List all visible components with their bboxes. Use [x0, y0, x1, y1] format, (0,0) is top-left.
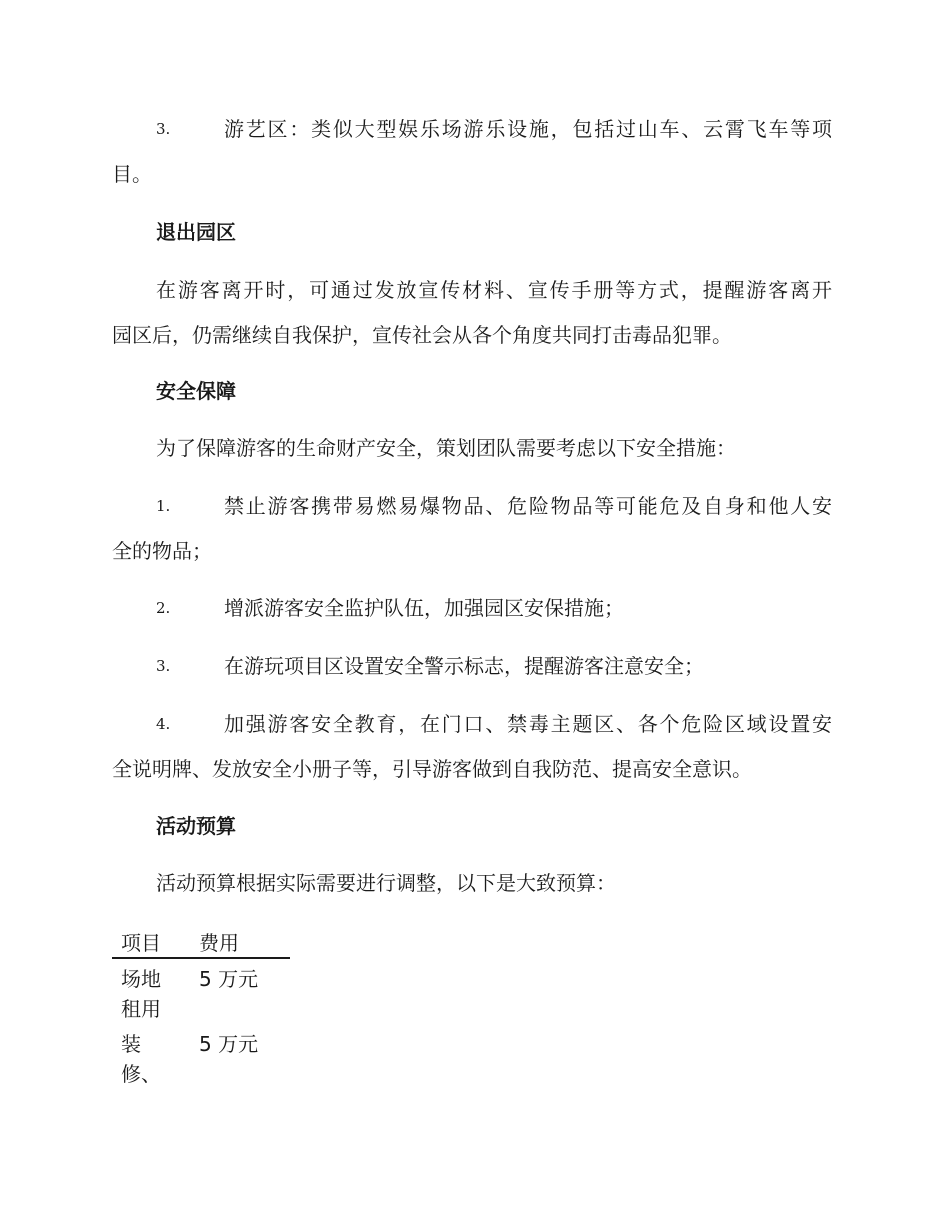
table-cell-item-continued: 租用	[121, 997, 161, 1021]
section-heading-exit: 退出园区	[156, 220, 236, 244]
list-item-text: 游艺区：类似大型娱乐场游乐设施，包括过山车、云霄飞车等项	[224, 117, 832, 141]
list-item-text: 增派游客安全监护队伍，加强园区安保措施；	[224, 596, 624, 620]
list-number: 3.	[156, 657, 171, 675]
table-cell-cost: 5 万元	[199, 967, 259, 991]
list-item-text-continued: 全的物品；	[112, 539, 212, 563]
paragraph-exit: 在游客离开时，可通过发放宣传材料、宣传手册等方式，提醒游客离开	[156, 278, 832, 302]
paragraph-budget-intro: 活动预算根据实际需要进行调整，以下是大致预算：	[156, 871, 616, 895]
list-number: 1.	[156, 497, 171, 515]
list-item-text: 加强游客安全教育，在门口、禁毒主题区、各个危险区域设置安	[224, 712, 832, 736]
table-cell-item-continued: 修、	[121, 1062, 161, 1086]
list-item-text-continued: 全说明牌、发放安全小册子等，引导游客做到自我防范、提高安全意识。	[112, 757, 752, 781]
table-cell-item: 场地	[121, 967, 161, 991]
list-item-text: 禁止游客携带易燃易爆物品、危险物品等可能危及自身和他人安	[224, 494, 832, 518]
table-cell-cost: 5 万元	[199, 1032, 259, 1056]
table-header-cost: 费用	[199, 931, 239, 955]
list-number: 4.	[156, 715, 171, 733]
list-number: 3.	[156, 120, 171, 138]
list-number: 2.	[156, 599, 171, 617]
section-heading-budget: 活动预算	[156, 814, 236, 838]
section-heading-safety: 安全保障	[156, 379, 236, 403]
table-header-rule	[112, 957, 290, 959]
list-item-text: 在游玩项目区设置安全警示标志，提醒游客注意安全；	[224, 654, 704, 678]
paragraph-exit-continued: 园区后，仍需继续自我保护，宣传社会从各个角度共同打击毒品犯罪。	[112, 323, 732, 347]
table-header-item: 项目	[121, 931, 161, 955]
table-cell-item: 装	[121, 1032, 141, 1056]
paragraph-safety-intro: 为了保障游客的生命财产安全，策划团队需要考虑以下安全措施：	[156, 436, 736, 460]
list-item-text-continued: 目。	[112, 162, 152, 186]
